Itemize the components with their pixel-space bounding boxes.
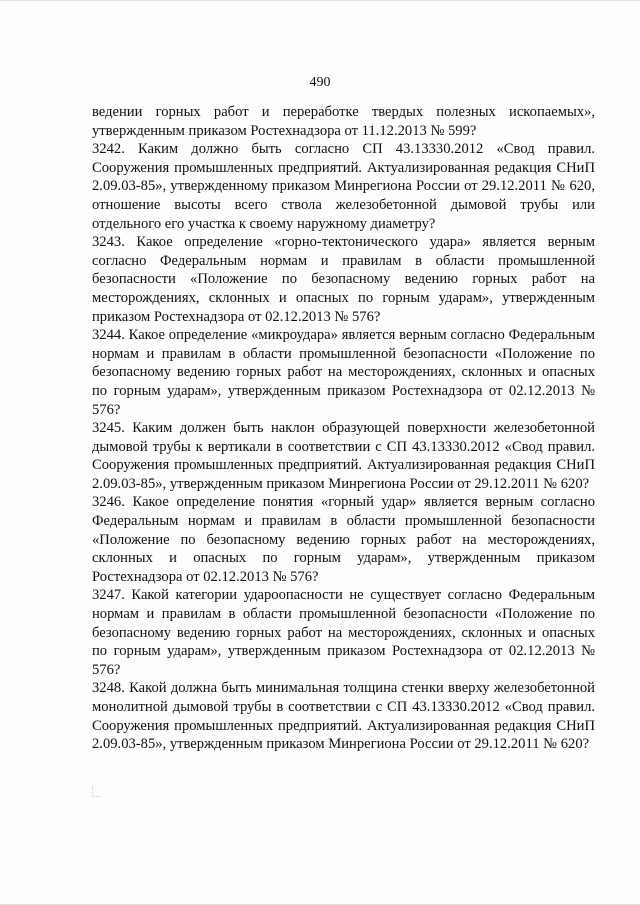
question-3246: 3246. Какое определение понятия «горный удар» является верным согласно Федеральным нормам и правилам в области промышленной безопасности «Положение по безопасному ведению горных работ на месторождениях, склонных и опасных по горным ударам», утвержденным приказом Ростехнадзора от 02.12.2013 № 576? [92, 494, 595, 585]
question-3245: 3245. Каким должен быть наклон образующей поверхности железобетонной дымовой трубы к вертикали в соответствии с СП 43.13330.2012 «Свод правил. Сооружения промышленных предприятий. Актуализированная редакция СНиП 2.09.03-85», утвержденным приказом Минрегиона России от 29.12.2011 № 620? [92, 420, 595, 492]
question-3243: 3243. Какое определение «горно-тектонического удара» является верным согласно Федеральным нормам и правилам в области промышленной безопасности «Положение по безопасному ведению горных работ на месторождениях, склонных и опасных по горным ударам», утвержденным приказом Ростехнадзора от 02.12.2013 № 576? [92, 234, 595, 325]
question-3244: 3244. Какое определение «микроудара» является верным согласно Федеральным нормам и правилам в области промышленной безопасности «Положение по безопасному ведению горных работ на месторождениях, склонных и опасных по горным ударам», утвержденным приказом Ростехнадзора от 02.12.2013 № 576? [92, 327, 595, 418]
paragraph-continuation: ведении горных работ и переработке твердых полезных ископаемых», утвержденным приказом Ростехнадзора от 11.12.2013 № 599? [92, 104, 595, 139]
scan-edge-top [0, 0, 640, 1]
page-number: 490 [309, 75, 331, 90]
question-3242: 3242. Каким должно быть согласно СП 43.13330.2012 «Свод правил. Сооружения промышленных предприятий. Актуализированная редакция СНиП 2.09.03-85», утвержденному приказом Минрегиона России от 29.12.2011 № 620, отношение высоты всего ствола железобетонной дымовой трубы или отдельного его участка к своему наружному диаметру? [92, 141, 595, 232]
question-3247: 3247. Какой категории удароопасности не существует согласно Федеральным нормам и правилам в области промышленной безопасности «Положение по безопасному ведению горных работ на месторождениях, склонных и опасных по горным ударам», утвержденным приказом Ростехнадзора от 02.12.2013 № 576? [92, 587, 595, 678]
question-3248: 3248. Какой должна быть минимальная толщина стенки вверху железобетонной монолитной дымовой трубы в соответствии с СП 43.13330.2012 «Свод правил. Сооружения промышленных предприятий. Актуализированная редакция СНиП 2.09.03-85», утвержденным приказом Минрегиона России от 29.12.2011 № 620? [92, 680, 595, 753]
scan-artifact [92, 786, 101, 797]
document-body [92, 103, 595, 754]
